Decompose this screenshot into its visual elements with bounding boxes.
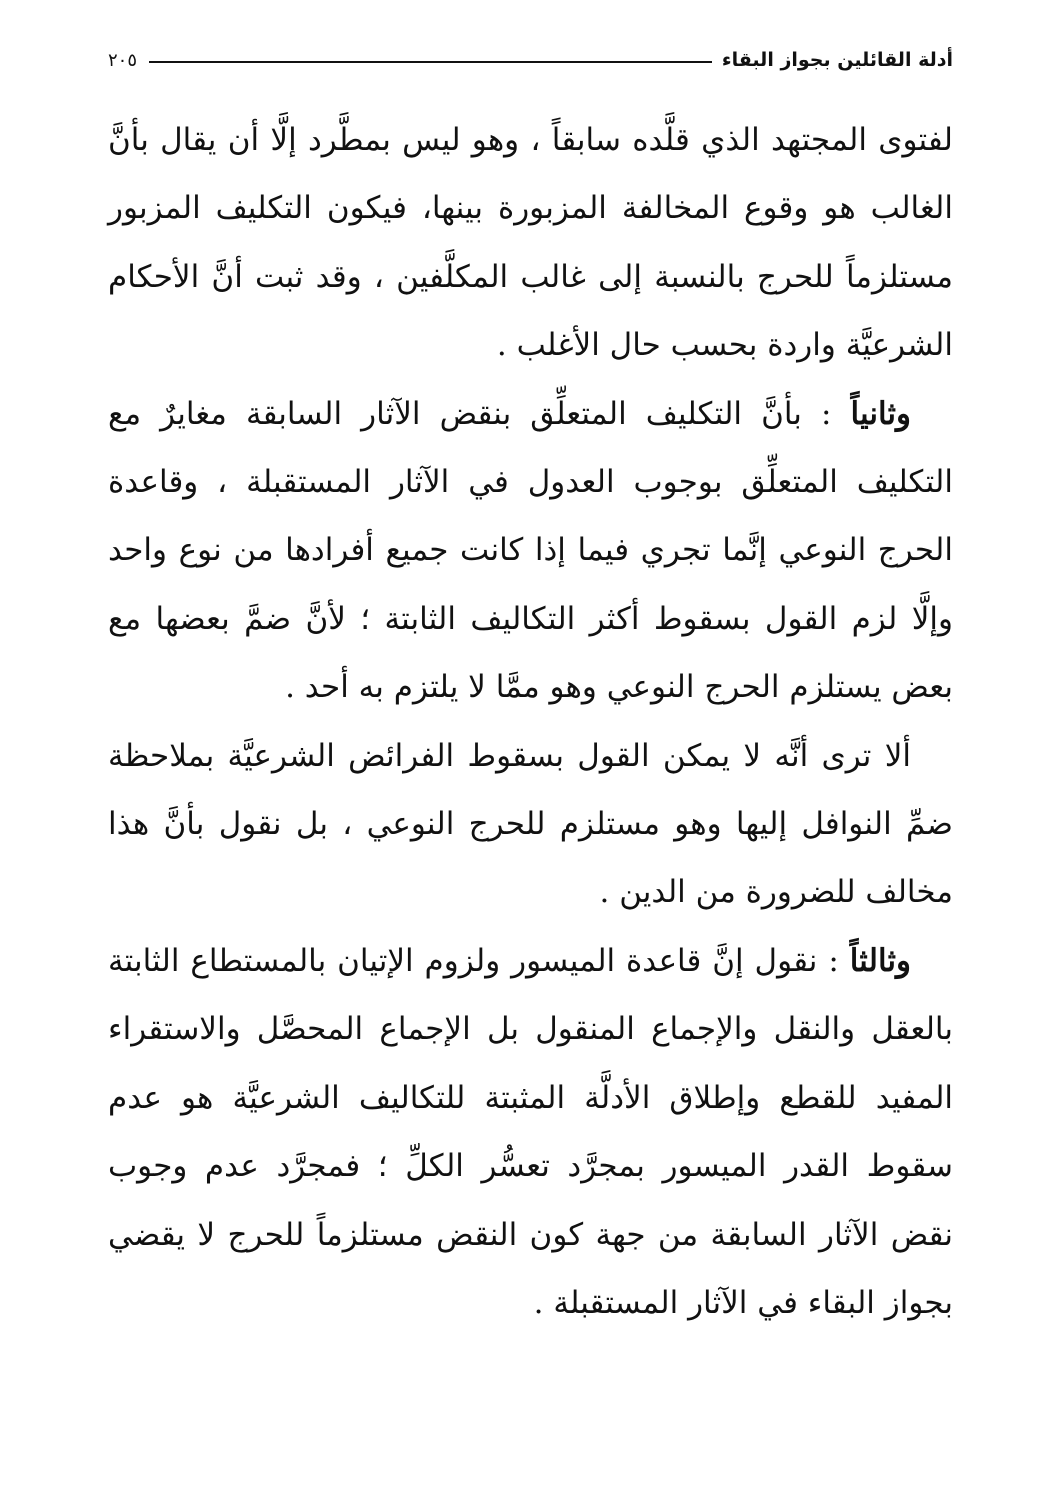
paragraph-text: : نقول إنَّ قاعدة الميسور ولزوم الإتيان بالمستطاع الثابتة بالعقل والنقل والإجماع المنقول بل الإجماع المحصَّل والاستقراء المفيد للقطع وإطلاق الأدلَّة المثبتة للتكاليف الشرعيَّة هو عدم سقوط القدر الميسور بمجرَّد تعسُّر الكلِّ ؛ فمجرَّد عدم وجوب نقض الآثار السابقة من جهة كون النقض مستلزماً للحرج لا يقضي بجواز البقاء في الآثار المستقبلة . <box>108 942 953 1321</box>
paragraph-text: : بأنَّ التكليف المتعلِّق بنقض الآثار السابقة مغايرٌ مع التكليف المتعلِّق بوجوب العدول في الآثار المستقبلة ، وقاعدة الحرج النوعي إنَّما تجري فيما إذا كانت جميع أفرادها من نوع واحد وإلَّا لزم القول بسقوط أكثر التكاليف الثابتة ؛ لأنَّ ضمَّ بعضها مع بعض يستلزم الحرج النوعي وهو ممَّا لا يلتزم به أحد . <box>108 395 953 706</box>
header-rule <box>149 61 712 63</box>
page-number: ٢٠٥ <box>108 49 138 71</box>
paragraph-third-point <box>108 927 953 1337</box>
paragraph-lead: وثانياً <box>850 395 911 432</box>
paragraph-example <box>108 722 953 927</box>
paragraph-second-point <box>108 380 953 722</box>
body-text <box>108 106 953 1337</box>
running-title: أدلة القائلين بجواز البقاء <box>721 49 953 71</box>
paragraph-lead: وثالثاً <box>849 942 911 979</box>
book-page <box>108 40 953 1440</box>
paragraph-text: لفتوى المجتهد الذي قلَّده سابقاً ، وهو ليس بمطَّرد إلَّا أن يقال بأنَّ الغالب هو وقوع المخالفة المزبورة بينها، فيكون التكليف المزبور مستلزماً للحرج بالنسبة إلى غالب المكلَّفين ، وقد ثبت أنَّ الأحكام الشرعيَّة واردة بحسب حال الأغلب . <box>108 122 953 364</box>
paragraph-continuation <box>108 106 953 380</box>
running-header <box>108 40 953 80</box>
paragraph-text: ألا ترى أنَّه لا يمكن القول بسقوط الفرائض الشرعيَّة بملاحظة ضمِّ النوافل إليها وهو مستلزم للحرج النوعي ، بل نقول بأنَّ هذا مخالف للضرورة من الدين . <box>108 737 953 911</box>
